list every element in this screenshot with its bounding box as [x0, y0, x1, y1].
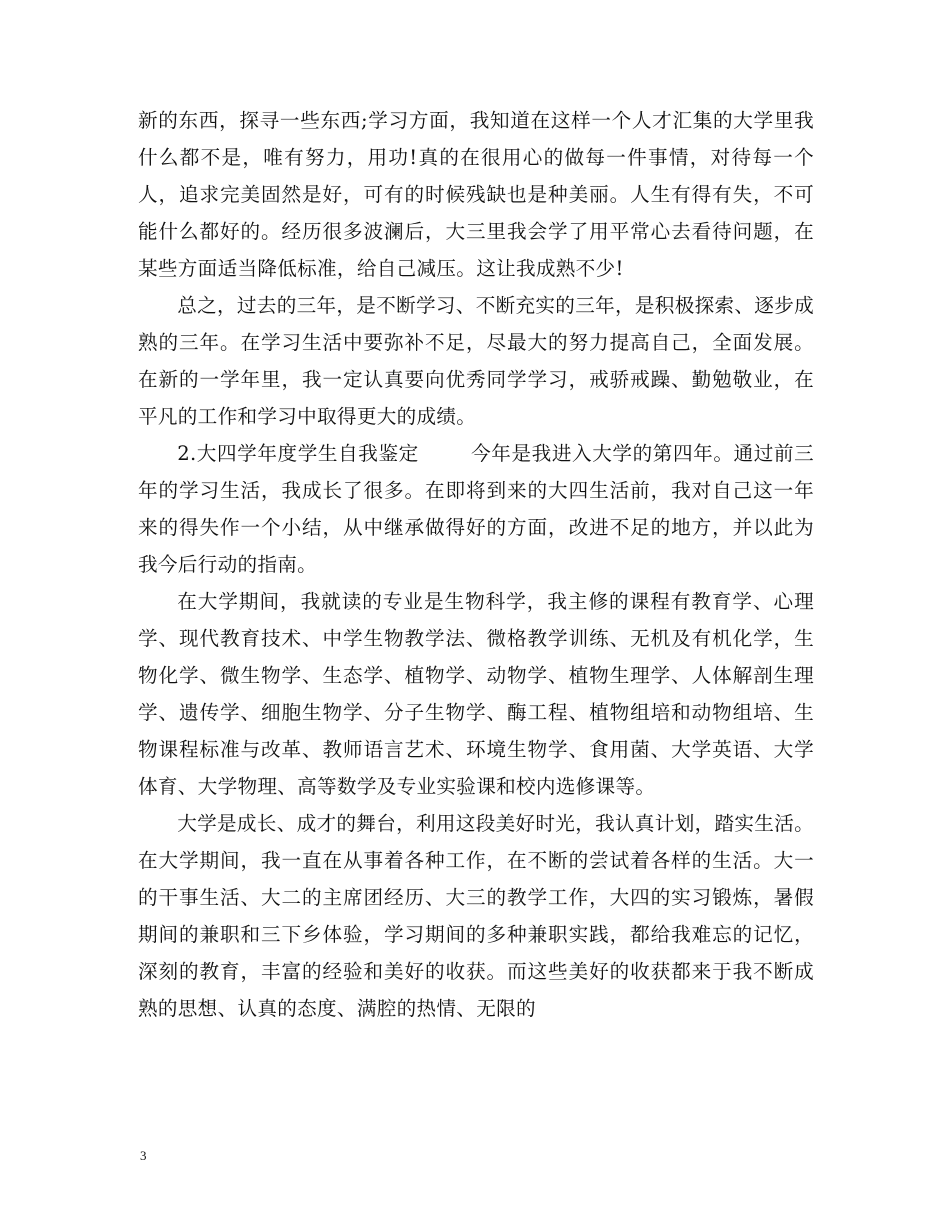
paragraph-5: 大学是成长、成才的舞台，利用这段美好时光，我认真计划，踏实生活。在大学期间，我一直在从事着各种工作，在不断的尝试着各样的生活。大一的干事生活、大二的主席团经历、大三的教学工作，大四的实习锻炼，暑假期间的兼职和三下乡体验，学习期间的多种兼职实践，都给我难忘的记忆，深刻的教育，丰富的经验和美好的收获。而这些美好的收获都来于我不断成熟的思想、认真的态度、满腔的热情、无限的 [138, 812, 814, 1020]
page-number: 3 [140, 1148, 147, 1163]
paragraph-2: 总之，过去的三年，是不断学习、不断充实的三年，是积极探索、逐步成熟的三年。在学习生活中要弥补不足，尽最大的努力提高自己，全面发展。在新的一学年里，我一定认真要向优秀同学学习，戒骄戒躁、勤勉敬业，在平凡的工作和学习中取得更大的成绩。 [138, 294, 814, 428]
paragraph-3 [138, 435, 814, 583]
paragraph-3-text: 今年是我进入大学的第四年。通过前三年的学习生活，我成长了很多。在即将到来的大四生活前，我对自己这一年来的得失作一个小结，从中继承做得好的方面，改进不足的地方，并以此为我今后行动的指南。 [138, 442, 814, 576]
body-text [138, 102, 814, 1027]
paragraph-1: 新的东西，探寻一些东西;学习方面，我知道在这样一个人才汇集的大学里我什么都不是，唯有努力，用功!真的在很用心的做每一件事情，对待每一个人，追求完美固然是好，可有的时候残缺也是种美丽。人生有得有失，不可能什么都好的。经历很多波澜后，大三里我会学了用平常心去看待问题，在某些方面适当降低标准，给自己减压。这让我成熟不少! [138, 109, 814, 280]
section-heading: 2.大四学年度学生自我鉴定 [177, 442, 419, 465]
paragraph-4: 在大学期间，我就读的专业是生物科学，我主修的课程有教育学、心理学、现代教育技术、中学生物教学法、微格教学训练、无机及有机化学，生物化学、微生物学、生态学、植物学、动物学、植物生理学、人体解剖生理学、遗传学、细胞生物学、分子生物学、酶工程、植物组培和动物组培、生物课程标准与改革、教师语言艺术、环境生物学、食用菌、大学英语、大学体育、大学物理、高等数学及专业实验课和校内选修课等。 [138, 590, 814, 798]
